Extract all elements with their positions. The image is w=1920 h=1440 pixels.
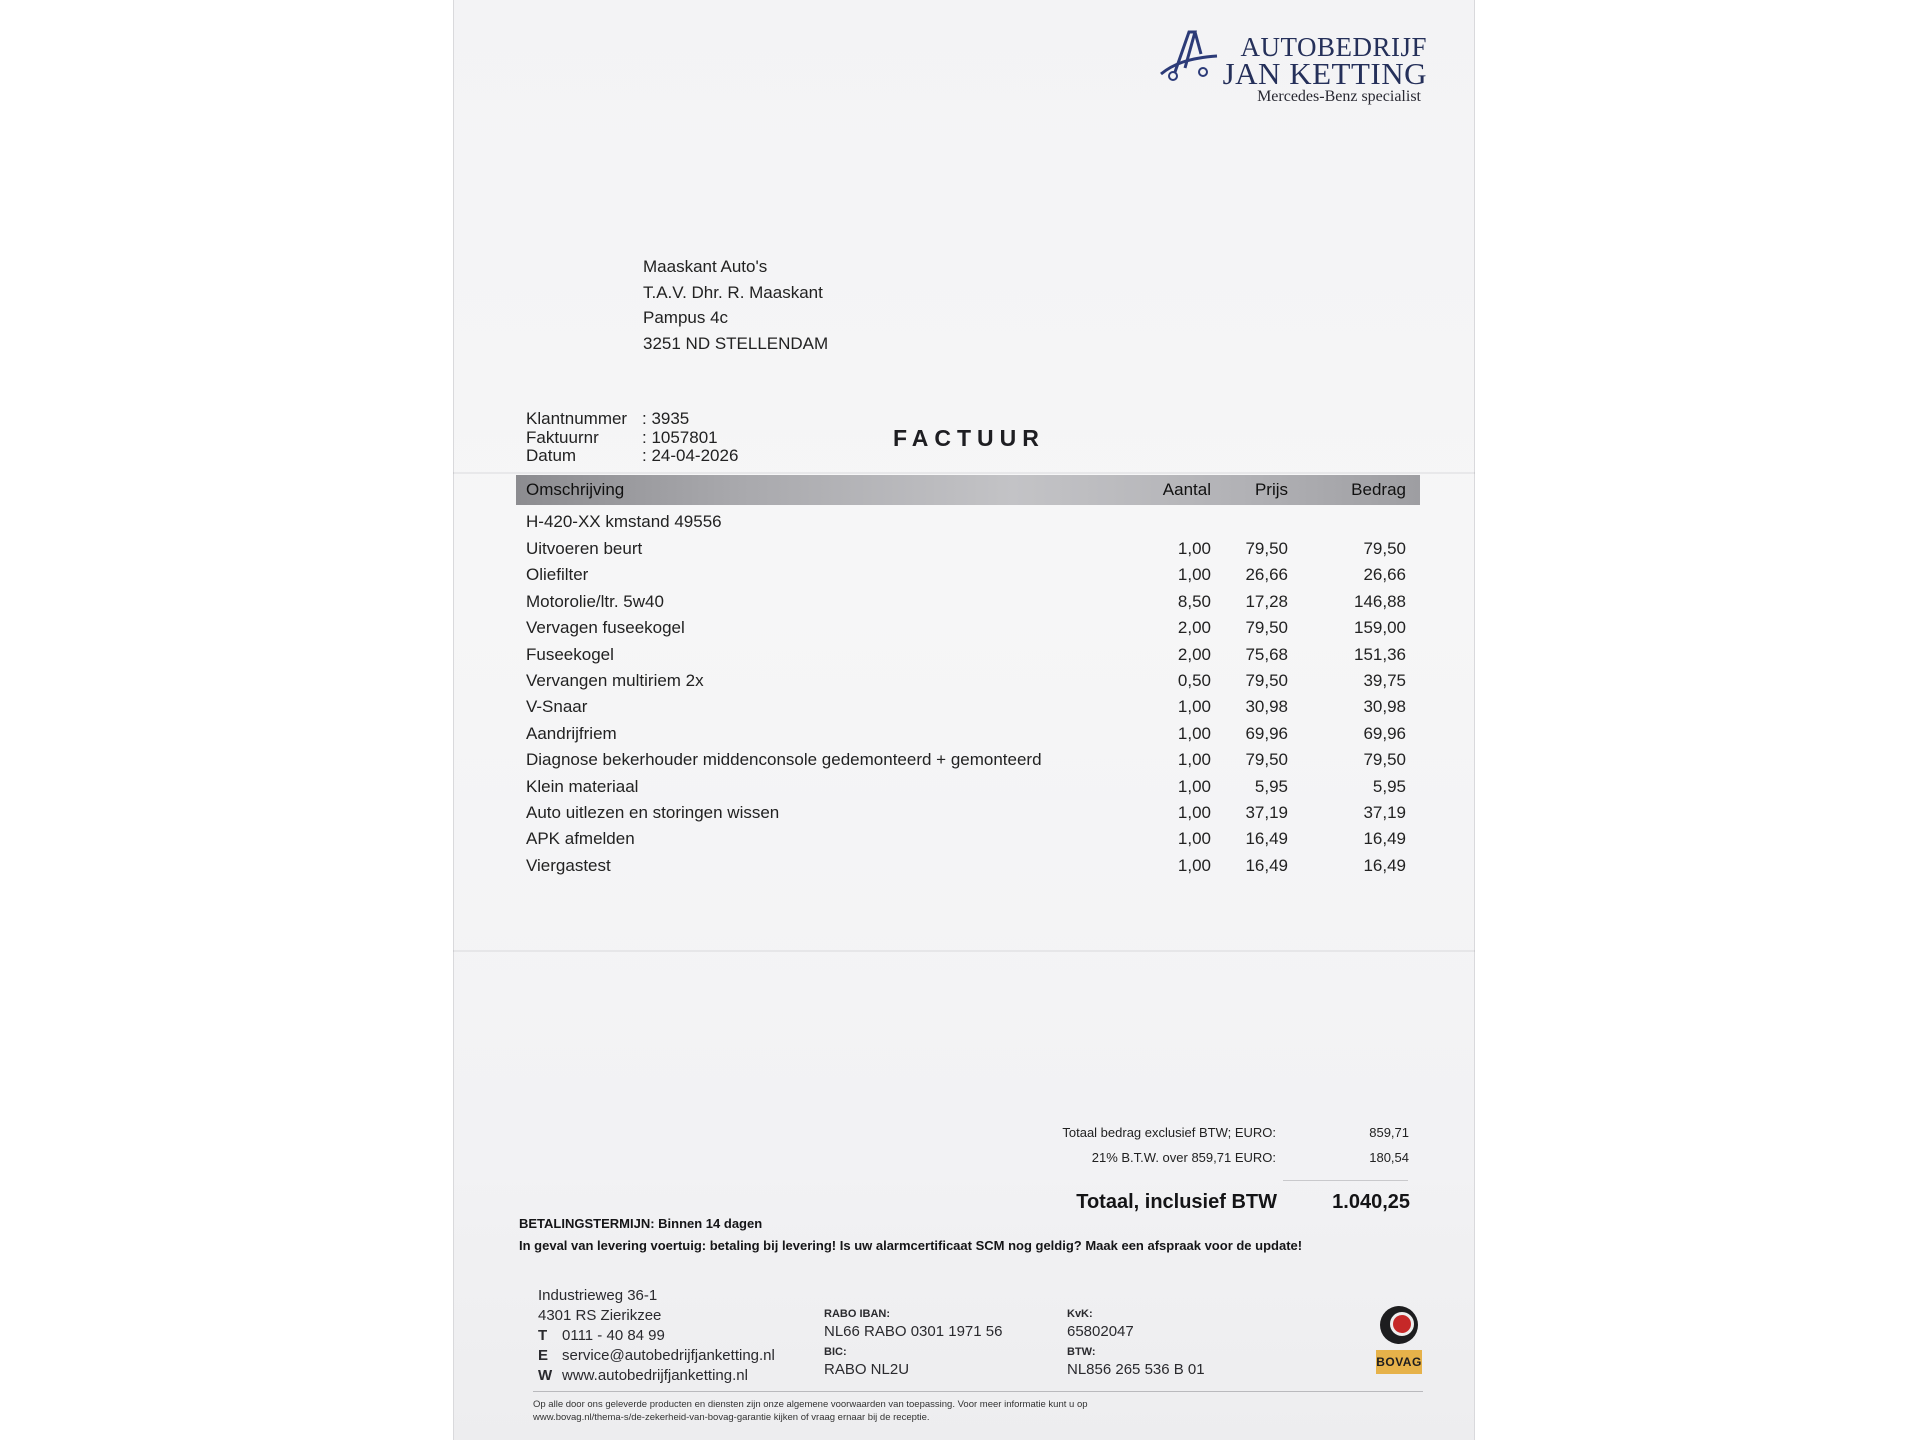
row-price: 37,19 [1245, 803, 1288, 822]
row-description: Vervagen fuseekogel [526, 618, 685, 638]
row-price: 75,68 [1245, 644, 1288, 664]
row-amount: 16,49 [1363, 855, 1406, 875]
footer-registration [1067, 1308, 1205, 1384]
row-price: 30,98 [1245, 697, 1288, 717]
table-row [516, 724, 1420, 748]
paper-fold [453, 472, 1475, 474]
row-description: APK afmelden [526, 829, 635, 849]
invoice-meta [526, 410, 738, 466]
delivery-notice: In geval van levering voertuig: betaling bij levering! Is uw alarmcertificaat SCM nog geldig? Maak een afspraak voor de update! [519, 1238, 1303, 1253]
invoice-page [453, 0, 1475, 1440]
row-amount: 79,50 [1363, 750, 1406, 770]
row-amount: 151,36 [1354, 644, 1406, 664]
table-row [516, 777, 1420, 801]
grand-total-value: 1.040,25 [1332, 1191, 1410, 1213]
legal-line: www.bovag.nl/thema-s/de-zekerheid-van-bovag-garantie kijken of vraag ernaar bij de receptie. [533, 1412, 930, 1423]
row-description: Diagnose bekerhouder middenconsole gedemonteerd + gemonteerd [526, 750, 1042, 770]
footer-city: 4301 RS Zierikzee [538, 1307, 662, 1324]
legal-text [533, 1398, 1088, 1424]
row-amount: 30,98 [1363, 697, 1406, 717]
row-amount: 26,66 [1363, 565, 1406, 585]
vat-label: 21% B.T.W. over 859,71 EURO: [1091, 1150, 1276, 1165]
company-name-line1: AUTOBEDRIJF [1240, 32, 1427, 62]
totals-divider [1283, 1180, 1408, 1181]
row-description: Uitvoeren beurt [526, 539, 643, 558]
row-price: 5,95 [1254, 776, 1288, 796]
invoice-number-value: : 1057801 [642, 427, 718, 447]
btw-label: BTW: [1067, 1346, 1096, 1358]
row-quantity: 1,00 [1177, 697, 1211, 717]
row-quantity: 1,00 [1177, 855, 1211, 875]
row-quantity: 2,00 [1177, 618, 1211, 638]
recipient-line: Maaskant Auto's [643, 257, 768, 276]
recipient-address [643, 254, 828, 356]
row-price: 79,50 [1245, 618, 1288, 638]
header-quantity: Aantal [1162, 480, 1211, 499]
table-row [516, 750, 1420, 774]
subtotal-label: Totaal bedrag exclusief BTW; EURO: [1062, 1125, 1276, 1140]
row-amount: 37,19 [1363, 803, 1406, 822]
header-price: Prijs [1254, 480, 1288, 499]
table-row [516, 592, 1420, 616]
vat-value: 180,54 [1369, 1150, 1409, 1165]
company-logo [1167, 26, 1427, 108]
legal-line: Op alle door ons geleverde producten en diensten zijn onze algemene voorwaarden van toepassing. Voor meer informatie kunt u op [533, 1399, 1088, 1410]
phone-letter: T [538, 1327, 548, 1344]
table-row [516, 803, 1420, 827]
row-amount: 69,96 [1363, 723, 1406, 743]
row-amount: 159,00 [1354, 618, 1406, 638]
row-description: Fuseekogel [526, 644, 614, 664]
bovag-label: BOVAG [1376, 1350, 1422, 1374]
row-description: Oliefilter [526, 565, 589, 585]
email-letter: E [538, 1347, 549, 1364]
bic-label: BIC: [824, 1346, 847, 1358]
row-quantity: 1,00 [1177, 750, 1211, 770]
table-header [516, 475, 1420, 505]
date-value: : 24-04-2026 [642, 446, 739, 465]
row-description: Vervangen multiriem 2x [526, 671, 704, 690]
row-quantity: 2,00 [1177, 644, 1211, 664]
btw-value: NL856 265 536 B 01 [1067, 1361, 1205, 1378]
row-description: Viergastest [526, 855, 611, 875]
row-quantity: 1,00 [1177, 565, 1211, 585]
footer-contact [538, 1286, 775, 1386]
row-price: 17,28 [1245, 591, 1288, 611]
row-quantity: 8,50 [1177, 591, 1211, 611]
row-quantity: 1,00 [1177, 803, 1211, 822]
row-quantity: 1,00 [1177, 829, 1211, 849]
header-description: Omschrijving [526, 480, 625, 499]
row-price: 69,96 [1245, 723, 1288, 743]
payment-terms: BETALINGSTERMIJN: Binnen 14 dagen [519, 1216, 763, 1231]
row-quantity: 1,00 [1177, 776, 1211, 796]
bovag-emblem [1380, 1306, 1418, 1344]
table-row [516, 671, 1420, 695]
row-description: Aandrijfriem [526, 723, 617, 743]
subtotal-value: 859,71 [1369, 1125, 1409, 1140]
vehicle-line: H-420-XX kmstand 49556 [526, 512, 722, 531]
header-amount: Bedrag [1351, 480, 1406, 499]
row-price: 16,49 [1245, 829, 1288, 849]
row-amount: 5,95 [1372, 776, 1406, 796]
footer-divider [533, 1391, 1423, 1392]
row-description: Auto uitlezen en storingen wissen [526, 803, 780, 822]
table-row [516, 565, 1420, 589]
car-monogram-icon [1155, 22, 1225, 84]
table-row [516, 618, 1420, 642]
footer-email: service@autobedrijfjanketting.nl [562, 1347, 775, 1364]
table-row [516, 539, 1420, 563]
iban-label: RABO IBAN: [824, 1308, 890, 1320]
row-amount: 79,50 [1363, 539, 1406, 558]
company-tagline: Mercedes-Benz specialist [1257, 88, 1421, 105]
table-row [516, 697, 1420, 721]
document-title: FACTUUR [893, 425, 1045, 451]
kvk-value: 65802047 [1067, 1323, 1134, 1340]
row-description: Motorolie/ltr. 5w40 [526, 591, 664, 611]
company-name-line2: JAN KETTING [1222, 56, 1427, 91]
bic-value: RABO NL2U [824, 1361, 910, 1378]
paper-fold [453, 950, 1475, 952]
date-label: Datum [526, 446, 577, 465]
customer-number-value: : 3935 [642, 409, 690, 428]
row-price: 26,66 [1245, 565, 1288, 585]
row-quantity: 1,00 [1177, 723, 1211, 743]
footer-website: www.autobedrijfjanketting.nl [562, 1367, 748, 1384]
row-amount: 16,49 [1363, 829, 1406, 849]
recipient-line: Pampus 4c [643, 308, 729, 327]
row-description: V-Snaar [526, 697, 588, 717]
row-quantity: 0,50 [1177, 671, 1211, 690]
customer-number-label: Klantnummer [526, 409, 628, 428]
row-price: 79,50 [1245, 750, 1288, 770]
row-description: Klein materiaal [526, 776, 639, 796]
row-price: 16,49 [1245, 855, 1288, 875]
grand-total-label: Totaal, inclusief BTW [1076, 1191, 1277, 1213]
table-row [516, 829, 1420, 853]
kvk-label: KvK: [1067, 1308, 1093, 1320]
bovag-badge-icon [1376, 1306, 1422, 1378]
invoice-number-label: Faktuurnr [526, 427, 599, 447]
table-row [516, 645, 1420, 669]
web-letter: W [538, 1367, 553, 1384]
footer-bank [824, 1308, 1002, 1384]
iban-value: NL66 RABO 0301 1971 56 [824, 1323, 1003, 1340]
footer-phone: 0111 - 40 84 99 [562, 1327, 665, 1344]
recipient-line: T.A.V. Dhr. R. Maaskant [643, 282, 823, 302]
row-amount: 39,75 [1363, 671, 1406, 690]
row-price: 79,50 [1245, 539, 1288, 558]
table-row [516, 856, 1420, 880]
row-price: 79,50 [1245, 671, 1288, 690]
footer-street: Industrieweg 36-1 [538, 1287, 658, 1304]
recipient-line: 3251 ND STELLENDAM [643, 333, 829, 353]
row-amount: 146,88 [1354, 591, 1406, 611]
row-quantity: 1,00 [1177, 539, 1211, 558]
